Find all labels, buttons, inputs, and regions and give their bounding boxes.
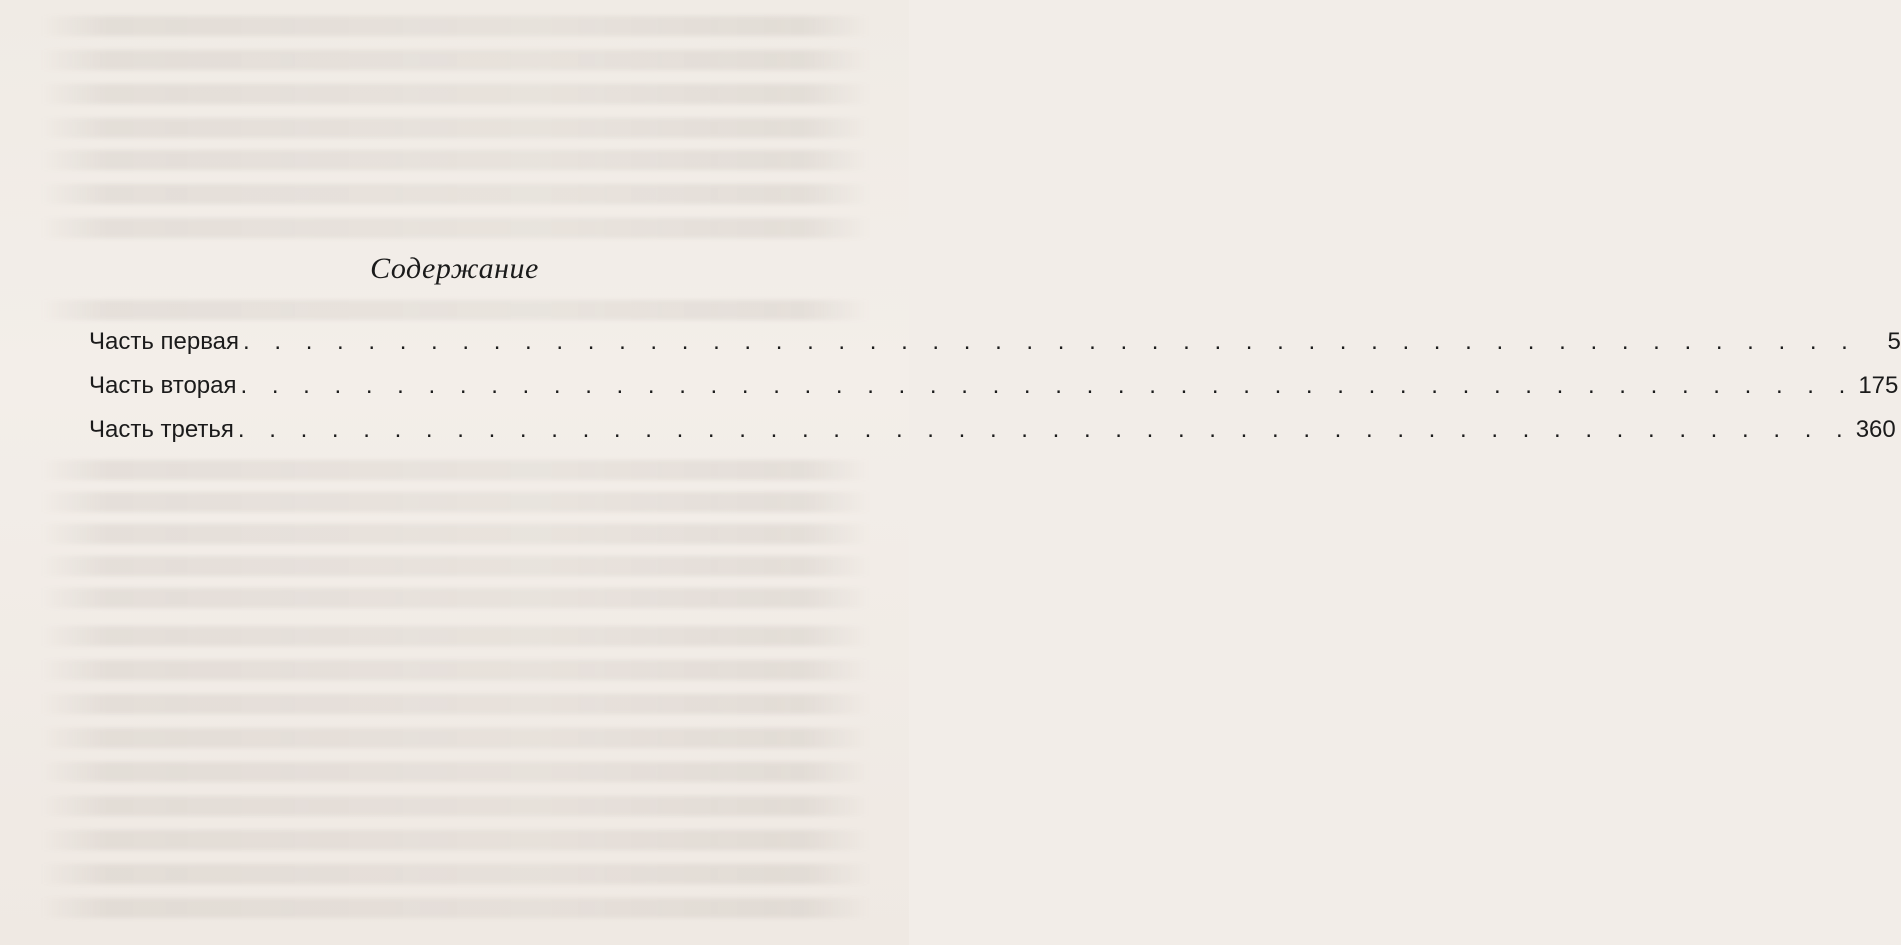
bleed-through-line — [40, 184, 870, 204]
toc-entry-label: Часть первая — [89, 328, 240, 355]
bleed-through-line — [40, 588, 870, 608]
bleed-through-line — [40, 762, 870, 782]
bleed-through-line — [40, 150, 870, 170]
bleed-through-line — [40, 694, 870, 714]
toc-entry-page-number: 360 — [1855, 416, 1896, 443]
table-of-contents — [89, 328, 1901, 460]
bleed-through-line — [40, 898, 870, 918]
page-title: Содержание — [370, 252, 539, 285]
bleed-through-line — [40, 50, 870, 70]
bleed-through-line — [40, 524, 870, 544]
bleed-through-line — [40, 728, 870, 748]
bleed-through-line — [40, 118, 870, 138]
bleed-through-line — [40, 830, 870, 850]
toc-entry-page-number: 175 — [1858, 372, 1899, 399]
toc-leader-dots: . . . . . . . . . . . . . . . . . . . . . . . . . . . . . . . . . . . . . . . . . . . . . . . . . . . . — [240, 372, 1855, 399]
toc-entry-part-3[interactable] — [89, 416, 1896, 460]
bleed-through-line — [40, 84, 870, 104]
bleed-through-line — [40, 796, 870, 816]
toc-entry-label: Часть третья — [89, 416, 234, 443]
bleed-through-line — [40, 660, 870, 680]
bleed-through-line — [40, 556, 870, 576]
bleed-through-line — [40, 492, 870, 512]
toc-entry-label: Часть вторая — [89, 372, 237, 399]
toc-entry-page-number: 5 — [1887, 328, 1901, 355]
toc-leader-dots: . . . . . . . . . . . . . . . . . . . . . . . . . . . . . . . . . . . . . . . . . . . . . . . . . . . . — [243, 328, 1857, 355]
bleed-through-line — [40, 864, 870, 884]
toc-leader-dots: . . . . . . . . . . . . . . . . . . . . . . . . . . . . . . . . . . . . . . . . . . . . . . . . . . . . — [237, 416, 1852, 443]
toc-entry-part-2[interactable] — [89, 372, 1899, 416]
toc-entry-part-1[interactable] — [89, 328, 1901, 372]
bleed-through-line — [40, 300, 870, 320]
bleed-through-line — [40, 16, 870, 36]
bleed-through-line — [40, 460, 870, 480]
bleed-through-line — [40, 626, 870, 646]
bleed-through-line — [40, 218, 870, 238]
